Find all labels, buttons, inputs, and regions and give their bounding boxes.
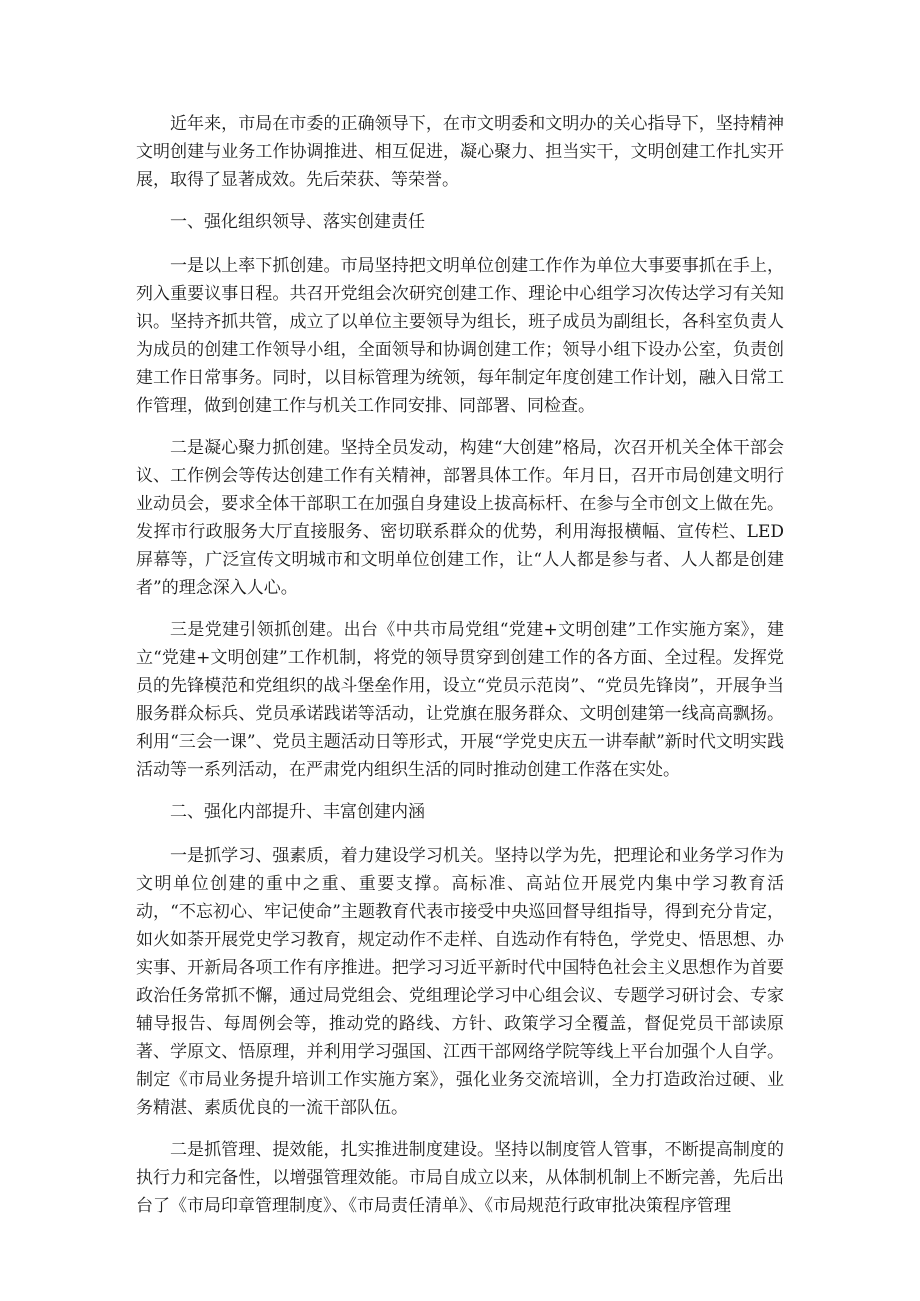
section-heading-1: 一、强化组织领导、落实创建责任 bbox=[170, 212, 425, 232]
paragraph-1-1: 一是以上率下抓创建。市局坚持把文明单位创建工作作为单位大事要事抓在手上，列入重要议事日程。共召开党组会次研究创建工作、理论中心组学习次传达学习有关知识。坚持齐抓共管，成立了以单位主要领导为组长，班子成员为副组长，各科室负责人为成员的创建工作领导小组，全面领导和协调创建工作；领导小组下设办公室，负责创建工作日常事务。同时，以目标管理为统领，每年制定年度创建工作计划，融入日常工作管理，做到创建工作与机关工作同安排、同部署、同检查。 bbox=[136, 256, 784, 416]
paragraph-2-1: 一是抓学习、强素质，着力建设学习机关。坚持以学为先，把理论和业务学习作为文明单位创建的重中之重、重要支撑。高标准、高站位开展党内集中学习教育活动，“不忘初心、牢记使命”主题教育代表市接受中央巡回督导组指导，得到充分肯定，如火如荼开展党史学习教育，规定动作不走样、自选动作有特色，学党史、悟思想、办实事、开新局各项工作有序推进。把学习习近平新时代中国特色社会主义思想作为首要政治任务常抓不懈，通过局党组会、党组理论学习中心组会议、专题学习研讨会、专家辅导报告、每周例会等，推动党的路线、方针、政策学习全覆盖，督促党员干部读原著、学原文、悟原理，并利用学习强国、江西干部网络学院等线上平台加强个人自学。制定《市局业务提升培训工作实施方案》，强化业务交流培训，全力打造政治过硬、业务精湛、素质优良的一流干部队伍。 bbox=[136, 846, 784, 1118]
paragraph-1-3: 三是党建引领抓创建。出台《中共市局党组“党建+文明创建”工作实施方案》，建立“党建+文明创建”工作机制，将党的领导贯穿到创建工作的各方面、全过程。发挥党员的先锋模范和党组织的战斗堡垒作用，设立“党员示范岗”、“党员先锋岗”，开展争当服务群众标兵、党员承诺践诺等活动，让党旗在服务群众、文明创建第一线高高飘扬。利用“三会一课”、党员主题活动日等形式，开展“学党史庆五一讲奉献”新时代文明实践活动等一系列活动，在严肃党内组织生活的同时推动创建工作落在实处。 bbox=[136, 620, 784, 780]
section-heading-2: 二、强化内部提升、丰富创建内涵 bbox=[170, 802, 425, 822]
intro-paragraph: 近年来，市局在市委的正确领导下，在市文明委和文明办的关心指导下，坚持精神文明创建与业务工作协调推进、相互促进，凝心聚力、担当实干，文明创建工作扎实开展，取得了显著成效。先后荣获、等荣誉。 bbox=[136, 114, 784, 190]
document-body bbox=[136, 110, 784, 1234]
paragraph-2-2: 二是抓管理、提效能，扎实推进制度建设。坚持以制度管人管事，不断提高制度的执行力和完备性，以增强管理效能。市局自成立以来，从体制机制上不断完善，先后出台了《市局印章管理制度》、《市局责任清单》、《市局规范行政审批决策程序管理 bbox=[136, 1140, 784, 1216]
paragraph-1-2: 二是凝心聚力抓创建。坚持全员发动，构建“大创建”格局，次召开机关全体干部会议、工作例会等传达创建工作有关精神，部署具体工作。年月日，召开市局创建文明行业动员会，要求全体干部职工在加强自身建设上拔高标杆、在参与全市创文上做在先。发挥市行政服务大厅直接服务、密切联系群众的优势，利用海报横幅、宣传栏、LED屏幕等，广泛宣传文明城市和文明单位创建工作，让“人人都是参与者、人人都是创建者”的理念深入人心。 bbox=[136, 438, 784, 598]
